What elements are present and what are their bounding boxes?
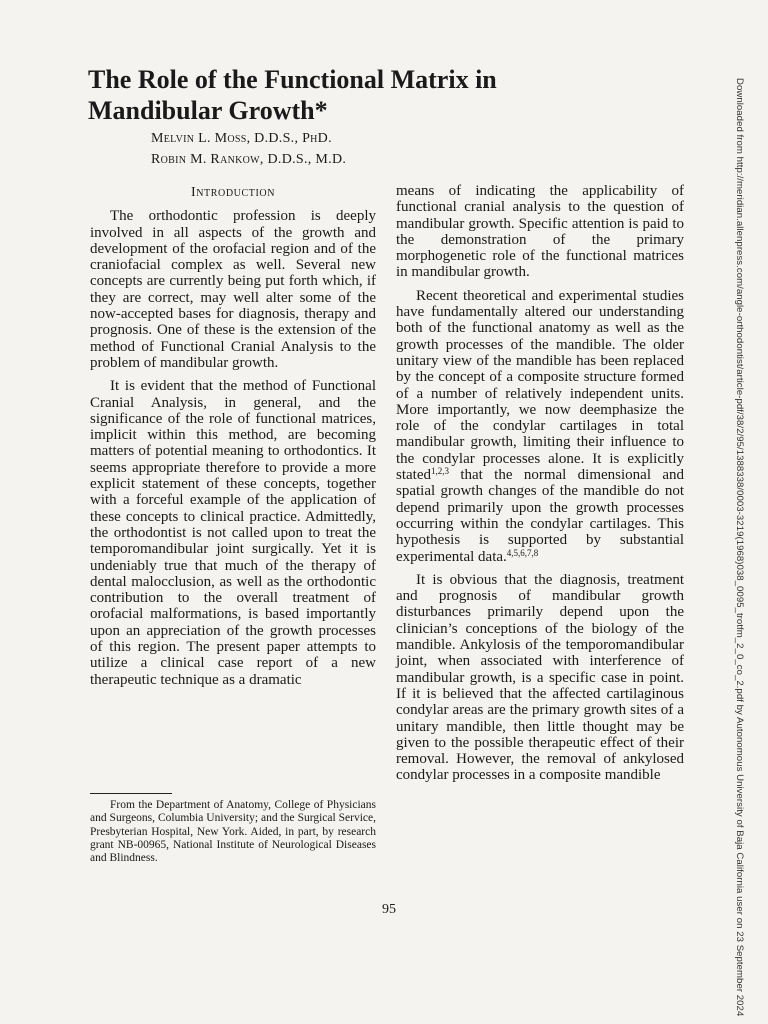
article-title: The Role of the Functional Matrix in Mandibular Growth* [88, 65, 497, 125]
left-column [90, 183, 376, 688]
download-watermark: Downloaded from http://meridian.allenpress.com/angle-orthodontist/article-pdf/38/2/95/1388338/0003-3219(1968)038_0095_trotfm_2_0_co_2.pdf by Autonomous University of Baja California user on 23 September 2024 [734, 78, 745, 1017]
right-column [396, 183, 684, 784]
paragraph [396, 288, 684, 565]
paragraph: It is obvious that the diagnosis, treatment and prognosis of mandibular growth disturbances primarily depend upon the clinician’s conceptions of the biology of the mandible. Ankylosis of the temporomandibular joint, when associated with interference of mandibular growth, is a specific case in point. If it is believed that the affected cartilaginous condylar areas are the primary growth sites of a unitary mandible, then little thought may be given to the possible therapeutic effect of their removal. However, the removal of ankylosed condylar processes in a composite mandible [396, 571, 684, 784]
paragraph-text: Recent theoretical and experimental studies have fundamentally altered our understanding both of the functional anatomy as well as the growth processes of the mandible. The older unitary view of the mandible has been replaced by the concept of a composite structure formed of a number of relatively independent units. More importantly, we now deemphasize the role of the condylar cartilages in total mandibular growth, limiting their influence to the condylar processes alone. It is explicitly stated [396, 287, 684, 484]
section-heading: Introduction [190, 185, 276, 200]
paragraph: The orthodontic profession is deeply involved in all aspects of the growth and development of the orofacial region and of the craniofacial complex as well. Several new concepts are currently being put forth which, if they are correct, may well alter some of the now-accepted bases for diagnosis, therapy and prognosis. One of these is the extension of the method of Functional Cranial Analysis to the problem of mandibular growth. [90, 208, 376, 371]
paragraph: It is evident that the method of Functional Cranial Analysis, in general, and the significance of the role of functional matrices, implicit within this method, are becoming matters of potential meaning to orthodontics. It seems appropriate therefore to provide a more explicit statement of these concepts, together with a forceful example of the application of these concepts to clinical practice. Admittedly, the orthodontist is not called upon to treat the temporomandibular joint surgically. Yet it is undeniably true that much of the therapy of dental malocclusion, as well as the orthodontic contribution to the overall treatment of orofacial malformations, is based importantly upon an appreciation of the growth processes of this region. The present paper attempts to utilize a clinical case report of a new therapeutic technique as a dramatic [90, 378, 376, 688]
author-name: Robin M. Rankow, D.D.S., M.D. [151, 152, 347, 167]
paragraph-text: that the normal dimensional and spatial growth changes of the mandible do not depend primarily upon the growth processes occurring within the condylar cartilages. This hypothesis is supported by substantial experimental data. [396, 467, 684, 565]
page-number: 95 [382, 902, 396, 917]
footnote-divider [90, 793, 172, 794]
footnote: From the Department of Anatomy, College of Physicians and Surgeons, Columbia University; and the Surgical Service, Presbyterian Hospital, New York. Aided, in part, by research grant NB-00965, National Institute of Neurological Diseases and Blindness. [90, 799, 376, 865]
reference-superscript: 4,5,6,7,8 [506, 547, 539, 558]
reference-superscript: 1,2,3 [431, 466, 449, 477]
paragraph-continued: means of indicating the applicability of functional cranial analysis to the question of mandibular growth. Specific attention is paid to the demonstration of the primary morphogenetic role of the functional matrices in mandibular growth. [396, 183, 684, 281]
author-name: Melvin L. Moss, D.D.S., PhD. [151, 131, 332, 146]
